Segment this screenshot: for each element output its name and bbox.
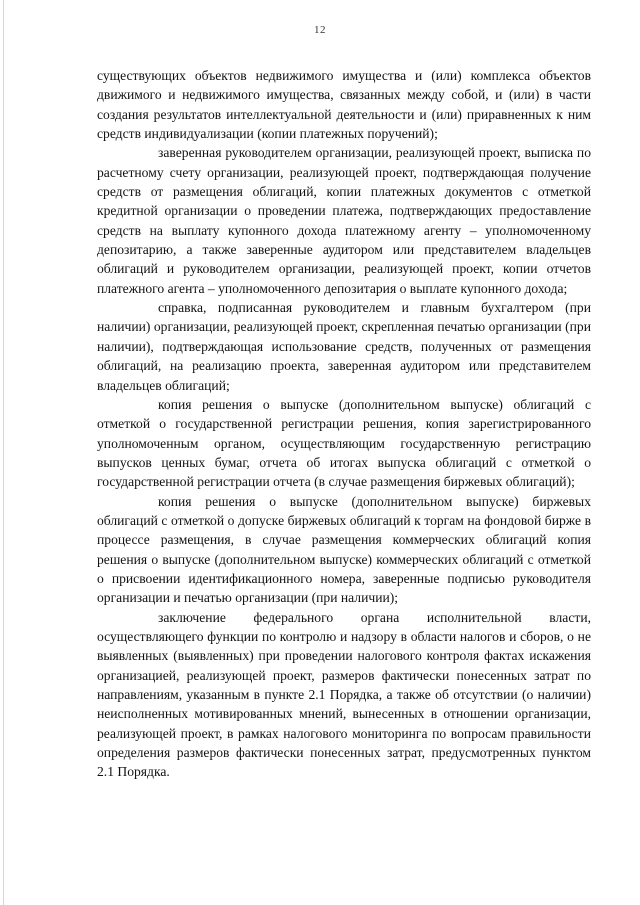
paragraph-exchange-bonds-decision: копия решения о выпуске (дополнительном выпуске) биржевых облигаций с отметкой о допуске биржевых облигаций к торгам на фондовой бирже в процессе размещения, в случае размещения коммерческих облигаций копия решения о выпуске (дополнительном выпуске) коммерческих облигаций с отметкой о присвоении идентификационного номера, заверенные подписью руководителя организации и печатью организации (при наличии); <box>97 493 591 606</box>
paragraph-certificate: справка, подписанная руководителем и главным бухгалтером (при наличии) организации, реализующей проект, скрепленная печатью организации (при наличии), подтверждающая использование средств, полученных от размещения облигаций, на реализацию проекта, заверенная аудитором или представителем владельцев облигаций; <box>97 300 591 393</box>
scan-left-edge <box>3 0 4 905</box>
paragraph-bank-statement: заверенная руководителем организации, реализующей проект, выписка по расчетному счету организации, реализующей проект, подтверждающая получение средств от размещения облигаций, копии платежных документов с отметкой кредитной организации о проведении платежа, подтверждающих предоставление средств на выплату купонного дохода платежному агенту – уполномоченному депозитарию, а также заверенные аудитором или представителем владельцев облигаций и руководителем организации, реализующей проект, копии отчетов платежного агента – уполномоченного депозитария о выплате купонного дохода; <box>97 145 591 296</box>
document-body <box>97 66 591 782</box>
paragraph-continuation: существующих объектов недвижимого имущества и (или) комплекса объектов движимого и недвижимого имущества, связанных между собой, и (или) в части создания результатов интеллектуальной деятельности и (или) приравненных к ним средств индивидуализации (копии платежных поручений); <box>97 68 591 142</box>
paragraph-bond-issue-decision: копия решения о выпуске (дополнительном выпуске) облигаций с отметкой о государственной регистрации решения, копия зарегистрированного уполномоченным органом, осуществляющим государственную регистрацию выпусков ценных бумаг, отчета об итогах выпуска облигаций с отметкой о государственной регистрации отчета (в случае размещения биржевых облигаций); <box>97 396 591 490</box>
page-number: 12 <box>314 24 326 36</box>
paragraph-tax-authority-conclusion: заключение федерального органа исполнительной власти, осуществляющего функции по контролю и надзору в области налогов и сборов, о не выявленных (выявленных) при проведении налогового контроля фактах искажения организацией, реализующей проект, размеров фактически понесенных затрат по направлениям, указанным в пункте 2.1 Порядка, а также об отсутствии (о наличии) неисполненных мотивированных мнений, вынесенных в отношении организации, реализующей проект, в рамках налогового мониторинга по вопросам правильности определения размеров фактически понесенных затрат, предусмотренных пунктом 2.1 Порядка. <box>97 609 591 780</box>
